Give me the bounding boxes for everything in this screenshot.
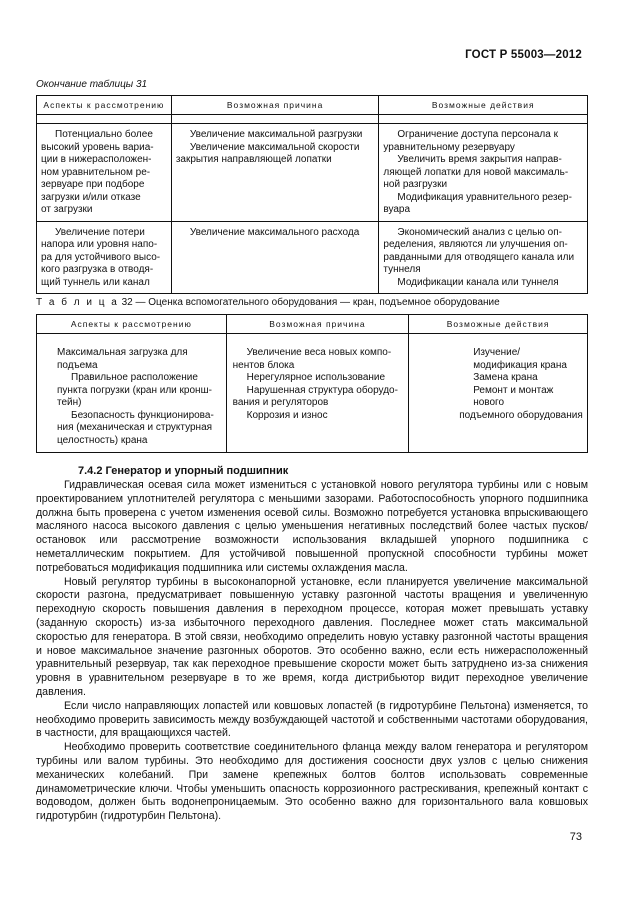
- cell-line: щий туннель или канал: [41, 276, 150, 288]
- table32-caption-prefix: Т а б л и ц а: [36, 297, 119, 308]
- cell-line: Модификации канала или туннеля: [397, 276, 559, 288]
- paragraph: Необходимо проверить соответствие соединительного фланца между валом генератора и регулятором турбины или валом турбины. Это необходимо для достижения соосности двух узлов с целью снижения механических колебаний. При замене крепежных болтов болтов использовать современные динамометрические ключи. Чтобы уменьшить опасность коррозионного растрескивания, крепежный контакт с водоводом, должен быть водонепроницаемым. Это особенно важно для горизонтального вала ковшовых гидротурбин (гидротурбин Пельтона).: [36, 741, 588, 823]
- cell-line: Изучение/модификация крана: [473, 347, 567, 371]
- paragraph: Если число направляющих лопастей или ковшовых лопастей (в гидротурбине Пельтона) изменяется, то необходимо проверить зависимость между возбуждающей частотой и собственными частотами оборудования, в частности, для вращающихся частей.: [36, 699, 588, 740]
- cell-line: Максимальная загрузка для: [57, 347, 188, 358]
- aspect-cell: [37, 342, 227, 453]
- cell-line: туннеля: [383, 264, 421, 275]
- cell-line: Увеличение максимальной разгрузки: [189, 129, 363, 140]
- cell-line: ляющей лопатки для новой максималь-: [383, 166, 569, 178]
- cell-line: пункта погрузки (кран или кронш-: [57, 384, 212, 396]
- cell-line: целостность) крана: [57, 434, 148, 446]
- cause-cell: [171, 221, 379, 294]
- cell-line: ном уравнительном ре-: [41, 166, 151, 178]
- cell-line: кого разгрузка в отводя-: [41, 264, 154, 275]
- cell-line: Увеличение веса новых компо-: [246, 347, 392, 358]
- cell-line: Потенциально более: [55, 129, 153, 140]
- cell-line: ра для устойчивого высо-: [41, 251, 161, 263]
- table32-caption: [36, 297, 500, 308]
- table-row: [37, 124, 588, 222]
- table-31: [36, 95, 588, 294]
- table-row: [37, 342, 588, 453]
- paragraph: Новый регулятор турбины в высоконапорной установке, если планируется увеличение максимальной скорости разгона, предусматривает повышенную уставку разгонной частоты вращения и увеличенную переходную скорость повышения давления в переходном процессе, которая может превышать уставку (заданную скорость) из-за избыточного переходного давления. Последнее может стать максимальной скоростью для генератора. В этой связи, необходимо определить новую уставку разгонной частоты вращения и новое максимальное значение разгонных оборотов. Это особенно важно, если есть нижерасположенный уравнительный резервуар, так как переходное превышение скорости может быть затруднено из-за снижения уровня в уравнительном резервуаре в то же время, когда дистрибьютор видит переходное увеличение давления.: [36, 575, 588, 698]
- column-header-aspects: Аспекты к рассмотрению: [37, 96, 172, 115]
- table-32: [36, 314, 588, 453]
- cell-line: Увеличить время закрытия направ-: [397, 154, 562, 165]
- cell-line: нентов блока: [232, 359, 295, 371]
- cell-line: подъемного оборудования: [459, 409, 583, 421]
- cell-line: Увеличение максимального расхода: [189, 226, 360, 238]
- paragraph: Гидравлическая осевая сила может измениться с установкой нового регулятора турбины или с новым проектированием уплотнителей регулятора с меньшими зазорами. Работоспособность упорного подшипника должна быть проверена с учетом изменения осевой силы. Возможно потребуется установка впрыскивающего масляного насоса высокого давления с целью уменьшения негативных последствий более частых пусков/остановок или рассмотрение возможности использования вкладышей упорного подшипника с неметаллическим покрытием. Для устойчивой повышенной пропускной способности турбины может потребоваться модификация подшипника или системы охлаждения масла.: [36, 479, 588, 574]
- aspect-cell: [37, 124, 172, 222]
- column-header-cause: Возможная причина: [171, 96, 379, 115]
- section-title: 7.4.2 Генератор и упорный подшипник: [78, 465, 289, 477]
- cause-cell: [171, 124, 379, 222]
- page-number: 73: [569, 831, 582, 843]
- column-header-actions: Возможные действия: [379, 96, 588, 115]
- actions-cell: [379, 221, 588, 294]
- section-body: [36, 479, 588, 824]
- cell-line: Увеличение максимальной скорости: [189, 141, 360, 153]
- cell-line: Модификация уравнительного резер-: [397, 191, 572, 203]
- table31-caption: Окончание таблицы 31: [36, 79, 148, 90]
- cell-line: Замена крана: [473, 372, 538, 383]
- cell-line: напора или уровня напо-: [41, 239, 158, 250]
- table32-caption-text: 32 — Оценка вспомогательного оборудования — кран, подъемное оборудование: [121, 297, 500, 308]
- column-header-aspects: Аспекты к рассмотрению: [37, 315, 227, 334]
- cell-line: ной разгрузки: [383, 179, 448, 190]
- actions-cell: [409, 342, 588, 453]
- cell-line: зервуаре при подборе: [41, 179, 145, 190]
- cell-line: ределения, являются ли улучшения оп-: [383, 239, 568, 250]
- cell-line: высокий уровень вариа-: [41, 141, 154, 153]
- cell-line: Экономический анализ с целью оп-: [397, 226, 562, 238]
- cell-line: ции в нижерасположен-: [41, 154, 152, 165]
- cell-line: ния (механическая и структурная: [57, 422, 213, 433]
- cell-line: от загрузки: [41, 204, 93, 215]
- cell-line: вания и регуляторов: [232, 397, 329, 408]
- cell-line: Ограничение доступа персонала к: [397, 129, 558, 140]
- cell-line: Правильное расположение: [71, 372, 198, 383]
- cell-line: Ремонт и монтаж нового: [473, 384, 554, 408]
- cell-line: закрытия направляющей лопатки: [175, 154, 332, 165]
- cell-line: загрузки и/или отказе: [41, 191, 141, 203]
- cell-line: Безопасность функционирова-: [71, 409, 214, 421]
- cell-line: Нарушенная структура оборудо-: [246, 384, 398, 396]
- standard-number: ГОСТ Р 55003—2012: [465, 49, 582, 61]
- cell-line: вуара: [383, 204, 411, 215]
- cell-line: равданными для отводящего канала или: [383, 251, 575, 263]
- actions-cell: [379, 124, 588, 222]
- cell-line: Нерегулярное использование: [246, 372, 386, 383]
- cell-line: подъема: [57, 359, 98, 371]
- column-header-actions: Возможные действия: [409, 315, 588, 334]
- cell-line: тейн): [57, 397, 82, 408]
- table-row: [37, 221, 588, 294]
- aspect-cell: [37, 221, 172, 294]
- column-header-cause: Возможная причина: [226, 315, 409, 334]
- cause-cell: [226, 342, 409, 453]
- cell-line: уравнительному резервуару: [383, 141, 515, 153]
- cell-line: Увеличение потери: [55, 226, 145, 238]
- cell-line: Коррозия и износ: [246, 409, 328, 421]
